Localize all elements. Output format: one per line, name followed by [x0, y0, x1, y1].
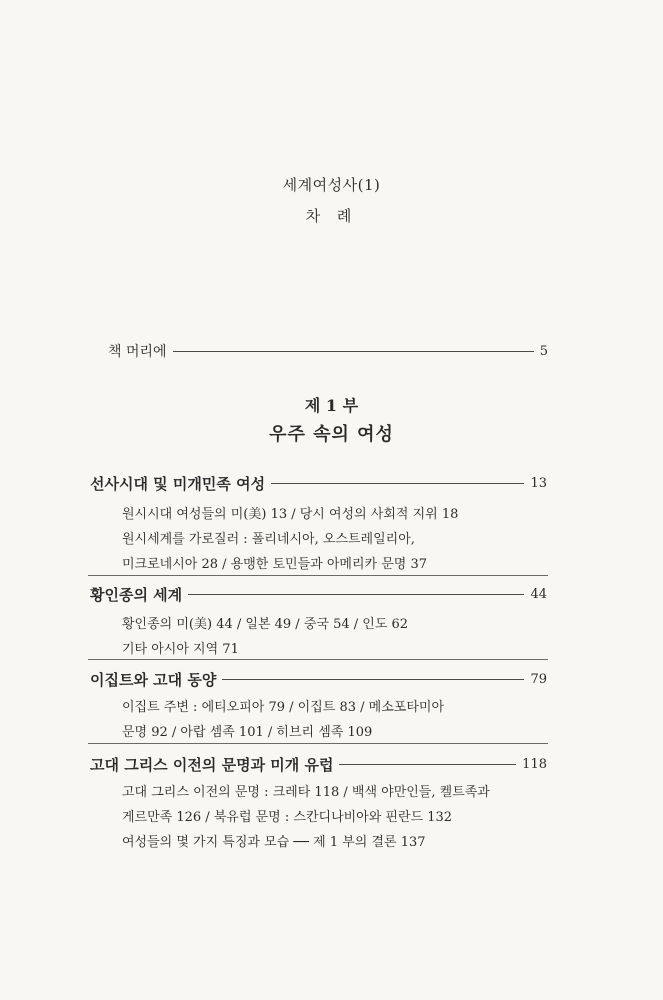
subsection-line: 미크로네시아 28 / 용맹한 토민들과 아메리카 문명 37 — [122, 557, 427, 572]
chapter-entry — [90, 754, 547, 775]
leader-line — [173, 351, 534, 352]
chapter-title: 선사시대 및 미개민족 여성 — [90, 475, 266, 493]
subsection-line: 고대 그리스 이전의 문명 : 크레타 118 / 백색 야만인들, 켈트족과 — [122, 785, 490, 800]
chapter-page: 44 — [530, 587, 547, 602]
part-label: 제 1 부 — [304, 396, 359, 415]
section-divider — [88, 575, 548, 576]
preface-entry — [108, 341, 548, 361]
chapter-entry — [90, 584, 547, 605]
subsection-line: 여성들의 몇 가지 특징과 모습 ── 제 1 부의 결론 137 — [122, 835, 426, 850]
part-title: 우주 속의 여성 — [269, 424, 394, 445]
section-divider — [88, 743, 548, 744]
chapter-page: 13 — [530, 476, 547, 491]
chapter-title: 황인종의 세계 — [90, 586, 183, 604]
preface-page: 5 — [539, 343, 548, 359]
book-title: 세계여성사(1) — [282, 176, 381, 194]
chapter-page: 118 — [522, 757, 547, 772]
chapter-title: 고대 그리스 이전의 문명과 미개 유럽 — [90, 756, 334, 774]
subsection-line: 기타 아시아 지역 71 — [122, 642, 239, 657]
chapter-entry — [90, 473, 547, 494]
subsection-line: 원시세계를 가로질러 : 폴리네시아, 오스트레일리아, — [122, 532, 415, 547]
subsection-line: 이집트 주변 : 에티오피아 79 / 이집트 83 / 메소포타미아 — [122, 700, 445, 715]
preface-label: 책 머리에 — [108, 344, 167, 360]
leader-line — [188, 594, 524, 595]
leader-line — [271, 483, 524, 484]
subsection-line: 게르만족 126 / 북유럽 문명 : 스칸디나비아와 핀란드 132 — [122, 810, 453, 825]
leader-line — [222, 679, 524, 680]
subsection-line: 문명 92 / 아랍 셈족 101 / 히브리 셈족 109 — [122, 725, 373, 740]
chapter-page: 79 — [530, 672, 547, 687]
section-divider — [88, 659, 548, 660]
chapter-title: 이집트와 고대 동양 — [90, 671, 217, 689]
chapter-entry — [90, 669, 547, 690]
subsection-line: 원시시대 여성들의 미(美) 13 / 당시 여성의 사회적 지위 18 — [122, 507, 459, 522]
subsection-line: 황인종의 미(美) 44 / 일본 49 / 중국 54 / 인도 62 — [122, 617, 409, 632]
leader-line — [339, 764, 516, 765]
toc-heading: 차 례 — [305, 207, 358, 225]
